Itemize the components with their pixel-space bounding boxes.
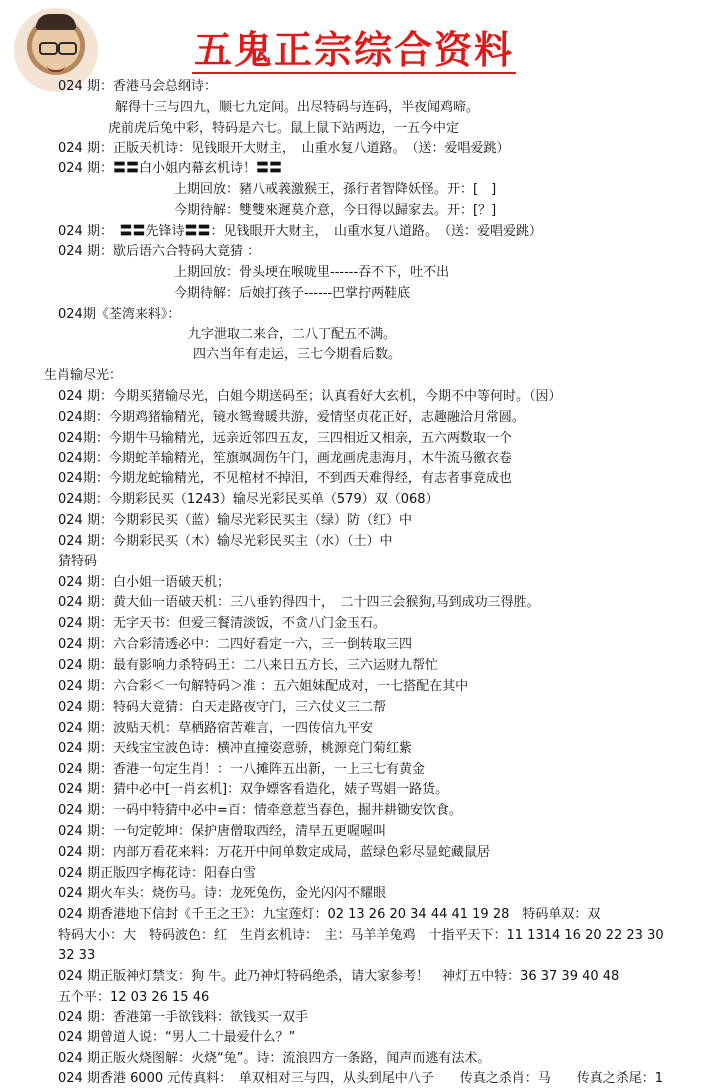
text-line: 024 期：最有影响力杀特码王：二八来日五方长，三六运财九帮忙 xyxy=(58,658,438,673)
avatar-hair xyxy=(36,14,76,30)
text-line: 024 期香港 6000 元传真料： 单双相对三与四，从头到尾中八子 传真之杀肖：马 传真之杀尾：1 xyxy=(58,1071,664,1086)
text-line: 四六当年有走运，三七今期看后数。 xyxy=(193,347,402,362)
text-line: 024 期：白小姐一语破天机； xyxy=(58,575,230,590)
text-line: 今期待解：雙雙來遲莫介意，今日得以歸家去。开：[？] xyxy=(174,203,497,218)
text-line: 024 期：香港第一手欲钱料：欲钱买一双手 xyxy=(58,1010,308,1025)
text-line: 024 期：黄大仙一语破天机：三八垂钓得四十， 二十四三会猴狗,马到成功三得胜。 xyxy=(58,595,540,610)
text-line: 024期《荃湾来料》： xyxy=(58,307,181,322)
text-line: 024 期：一码中特猜中必中=百：情牵意惹当春色，掘井耕锄安饮食。 xyxy=(58,803,462,818)
text-line: 024 期：特码大竟猜：白天走路夜守门，三六仗义三二帮 xyxy=(58,700,386,715)
text-line: 解得十三与四九，顺七九定间。出尽特码与连码，半夜闻鸡啼。 xyxy=(115,100,480,115)
text-line: 上期回放：骨头埂在喉咙里------吞不下，吐不出 xyxy=(174,265,450,280)
text-line: 024 期：今期买猪输尽光，白姐今期送码至；认真看好大玄机，今期不中等何时。（因） xyxy=(58,389,562,404)
text-line: 024 期正版神灯禁支：狗 牛。此乃神灯特码绝杀，请大家参考！ 神灯五中特：36 37 39 40 48 xyxy=(58,969,620,984)
text-line: 024 期：天线宝宝波色诗：横冲直撞姿意骄，桃源竞门菊红紫 xyxy=(58,741,412,756)
text-line: 024期：今期龙蛇输精光，不见棺材不掉泪，不到西天难得经，有志者事竟成也 xyxy=(58,471,512,486)
text-line: 024 期：六合彩＜一句解特码＞准 ：五六姐妹配成对，一七搭配在其中 xyxy=(58,679,469,694)
avatar-glasses-right xyxy=(58,42,77,55)
text-line: 024 期：香港马会总纲诗： xyxy=(58,79,217,94)
text-line: 024 期：一句定乾坤：保护唐僧取西经，清早五更喔喔叫 xyxy=(58,824,386,839)
text-line: 特码大小：大 特码波色：红 生肖玄机诗： 主：马羊羊兔鸡 十指平天下：11 1314 16 20 22 23 30 xyxy=(58,928,664,943)
avatar-mouth xyxy=(47,65,65,72)
page-title: 五鬼正宗综合资料 xyxy=(194,28,515,72)
text-line: 024 期：今期彩民买（蓝）输尽光彩民买主（绿）防（红）中 xyxy=(58,513,412,528)
text-line: 024 期：无字天书：但爱三餐清淡饭，不贪八门金玉石。 xyxy=(58,616,386,631)
text-line: 024 期：香港一句定生肖！：一八摊阵五出新，一上三七有黄金 xyxy=(58,762,425,777)
text-line: 024 期： 〓〓先锋诗〓〓：见钱眼开大财主， 山重水复八道路。 （送：爱唱爱跳） xyxy=(58,224,542,239)
text-line: 024 期：内部万看花来料：万花开中间单数定成局，蓝绿色彩尽显蛇藏鼠居 xyxy=(58,845,490,860)
text-line: 024 期：六合彩清透必中：二四好看定一六，三一倒转取三四 xyxy=(58,637,412,652)
text-line: 024 期：正版天机诗：见钱眼开大财主， 山重水复八道路。 （送：爱唱爱跳） xyxy=(58,141,510,156)
text-line: 024期：今期蛇羊输精光，笙旗飒凋伤午门，画龙画虎恚海月，木牛流马徼衣卷 xyxy=(58,451,512,466)
text-line: 今期待解：后娘打孩子------巴掌拧两鞋底 xyxy=(174,286,411,301)
text-line: 024 期香港地下信封《千王之王》：九宝莲灯：02 13 26 20 34 44 41 19 28 特码单双：双 xyxy=(58,907,601,922)
text-line: 024期：今期牛马输精光，远亲近邻四五友，三四相近又相亲，五六两数取一个 xyxy=(58,431,512,446)
text-line: 024 期正版四字梅花诗：阳春白雪 xyxy=(58,866,256,881)
text-line: 024 期：〓〓白小姐内幕玄机诗！〓〓 xyxy=(58,161,282,176)
text-line: 上期回放：豬八戒義激猴王，孫行者智降妖怪。开：[ ] xyxy=(174,182,497,197)
text-line: 024 期曾道人说：“男人二十最爱什么？” xyxy=(58,1030,296,1045)
text-line: 024 期：波贴天机：草栖路宿苦难言，一四传信九平安 xyxy=(58,721,373,736)
text-line: 024 期：猜中必中[一肖玄机]：双争嫖客看造化，婊子骂娼一路货。 xyxy=(58,782,449,797)
text-line: 024 期：今期彩民买（木）输尽光彩民买主（水）（土）中 xyxy=(58,534,393,549)
text-line: 虎前虎后兔中彩，特码是六七。鼠上鼠下站两边，一五今中定 xyxy=(108,121,460,136)
text-line: 32 33 xyxy=(58,948,96,963)
avatar-glasses-left xyxy=(39,42,58,55)
text-line: 024期：今期鸡猪输精光，镜水鸳鸯暖共游，爱情坚贞花正好，志趣融洽月常圆。 xyxy=(58,410,525,425)
text-line: 024 期正版火烧图解：火烧“兔”。诗：流浪四方一条路，闻声而逃有法术。 xyxy=(58,1051,491,1066)
section-heading: 猜特码 xyxy=(58,554,98,569)
text-line: 024 期：歇后语六合特码大竟猜 ： xyxy=(58,244,261,259)
text-line: 九字泄取二来合，二八丁配五不满。 xyxy=(188,327,397,342)
text-line: 024 期火车头：烧伤马。诗：龙死兔伤，金光闪闪不耀眼 xyxy=(58,886,386,901)
section-heading: 生肖输尽光： xyxy=(44,368,123,383)
text-line: 五个平：12 03 26 15 46 xyxy=(58,990,210,1005)
text-line: 024期：今期彩民买（1243）输尽光彩民买单（579）双（068） xyxy=(58,492,439,507)
